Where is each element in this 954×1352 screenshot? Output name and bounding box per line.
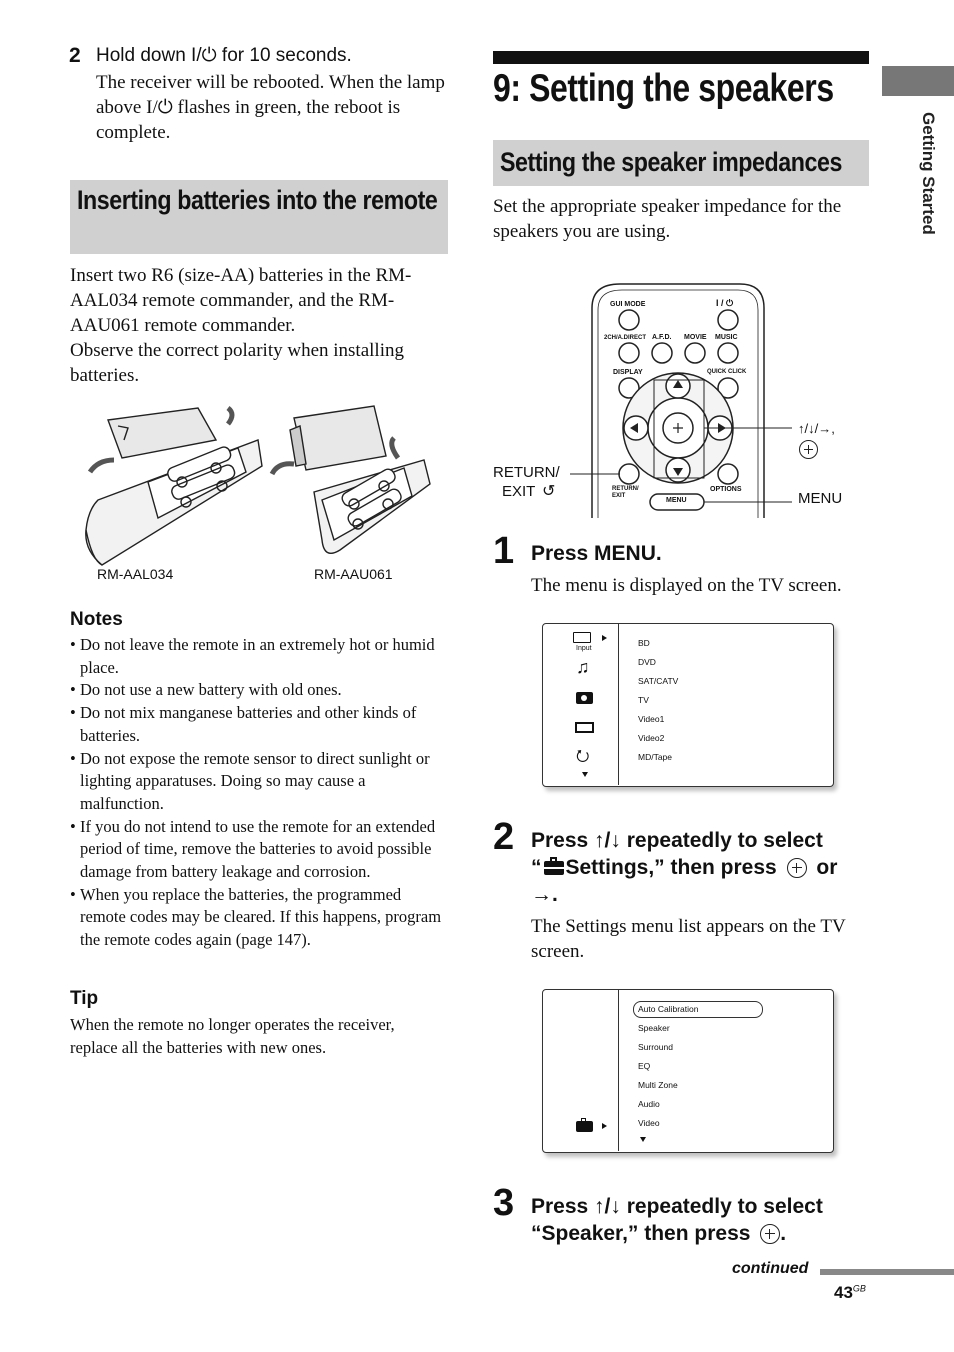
polarity-paragraph: Observe the correct polarity when installing batteries. — [70, 340, 404, 386]
chapter-rule — [493, 51, 869, 64]
menu-item[interactable]: Speaker — [638, 1023, 670, 1033]
selected-arrow-icon — [602, 635, 607, 641]
continued-label: continued — [732, 1260, 809, 1277]
button-label-quick-click: QUICK CLICK — [707, 369, 747, 375]
step-title: Hold down I/⏻ for 10 seconds. — [96, 45, 352, 66]
step-title-line2 — [531, 1220, 876, 1247]
button-label-menu: MENU — [666, 497, 687, 504]
toolbox-icon — [544, 861, 564, 875]
menu-icon-column — [543, 990, 619, 1151]
scroll-down-icon — [582, 772, 588, 777]
side-tab-bar — [882, 66, 954, 96]
button-label-display: DISPLAY — [613, 369, 643, 376]
menu-list — [638, 1000, 698, 1133]
step-number: 1 — [493, 530, 515, 572]
step-title-line3: →. — [531, 883, 558, 906]
callout-return-line1: RETURN/ — [493, 464, 560, 481]
step-title-line2 — [531, 854, 876, 881]
step-title — [531, 827, 876, 908]
step-body: The receiver will be rebooted. When the lamp above I/⏻ flashes in green, the reboot is complete. — [96, 72, 445, 143]
note-item: • When you replace the batteries, the programmed remote codes may be cleared. If this happens, program the remote codes again (page 147). — [70, 884, 450, 952]
button-label-options: OPTIONS — [710, 486, 742, 493]
step-number: 3 — [493, 1182, 515, 1224]
battery-insertion-illustration — [78, 400, 440, 570]
film-icon — [575, 722, 594, 733]
note-item: • If you do not intend to use the remote for an extended period of time, remove the batteries to avoid possible damage from battery leakage and corrosion. — [70, 816, 450, 884]
section-heading-box — [493, 140, 869, 186]
enter-icon — [760, 1224, 780, 1244]
menu-list — [638, 634, 678, 767]
remote-figure — [490, 278, 870, 522]
note-item: • Do not use a new battery with old ones. — [70, 679, 450, 702]
step-title: Press MENU. — [531, 542, 662, 565]
menu-item[interactable]: EQ — [638, 1061, 651, 1071]
menu-item[interactable]: Audio — [638, 1099, 660, 1109]
button-label-afd: A.F.D. — [652, 334, 672, 341]
menu-item[interactable]: DVD — [638, 657, 656, 667]
step-number: 2 — [69, 44, 81, 67]
input-label: Input — [576, 645, 592, 652]
menu-icon-column — [543, 624, 619, 785]
menu-item[interactable]: Video — [638, 1118, 660, 1128]
intro-paragraph: Set the appropriate speaker impedance for the speakers you are using. — [493, 196, 842, 242]
step-title-period: . — [780, 1222, 787, 1245]
step-title-line1: Press ↑/↓ repeatedly to select — [531, 829, 823, 852]
menu-item-selected[interactable]: Auto Calibration — [638, 1004, 699, 1014]
notes-list — [70, 634, 450, 952]
music-icon: ♫ — [576, 657, 590, 677]
tip-title: Tip — [70, 988, 99, 1009]
callout-return-line2: EXIT — [502, 483, 536, 500]
toolbox-icon — [576, 1121, 593, 1132]
callout-menu: MENU — [798, 490, 843, 507]
enter-icon — [799, 440, 818, 460]
figure-label-rm-aau061: RM-AAU061 — [314, 566, 393, 582]
note-item: • Do not expose the remote sensor to direct sunlight or lighting apparatuses. Doing so may cause a malfunction. — [70, 748, 450, 816]
open-quote: “ — [531, 856, 542, 879]
callout-arrows: ↑/↓/→, — [798, 421, 835, 436]
menu-item[interactable]: BD — [638, 638, 650, 648]
button-label-2ch: 2CH/A.DIRECT — [604, 335, 647, 341]
button-label-gui-mode: GUI MODE — [610, 301, 646, 308]
button-label-return-exit: RETURN/ EXIT — [612, 486, 639, 499]
menu-item[interactable]: Video2 — [638, 733, 665, 743]
chapter-title: 9: Setting the speakers — [493, 67, 834, 110]
button-label-music: MUSIC — [715, 334, 738, 341]
note-item: • Do not leave the remote in an extremely hot or humid place. — [70, 634, 450, 679]
menu-item[interactable]: Surround — [638, 1042, 673, 1052]
step-title-speaker: “Speaker,” then press — [531, 1222, 751, 1245]
menu-item[interactable]: Multi Zone — [638, 1080, 678, 1090]
notes-title: Notes — [70, 609, 123, 630]
step-body: The Settings menu list appears on the TV screen. — [531, 916, 846, 962]
page-number — [834, 1283, 866, 1303]
button-label-power: I / ⏻ — [716, 298, 734, 308]
tip-text: When the remote no longer operates the receiver, replace all the batteries with new ones. — [70, 1015, 395, 1057]
selected-arrow-icon — [602, 1123, 607, 1129]
section-heading-box — [70, 180, 448, 254]
tv-menu-screen — [542, 623, 834, 787]
menu-item[interactable]: SAT/CATV — [638, 676, 679, 686]
note-item: • Do not mix manganese batteries and other kinds of batteries. — [70, 702, 450, 747]
menu-item[interactable]: TV — [638, 695, 649, 705]
enter-icon — [787, 858, 807, 878]
page-number-value: 43 — [834, 1283, 853, 1302]
page-suffix: GB — [852, 1283, 866, 1294]
tv-settings-screen — [542, 989, 834, 1153]
scroll-down-icon — [640, 1137, 646, 1142]
section-heading: Setting the speaker impedances — [500, 147, 842, 177]
menu-item[interactable]: Video1 — [638, 714, 665, 724]
step-title — [531, 1193, 876, 1247]
step-number: 2 — [493, 816, 515, 858]
input-icon — [573, 632, 591, 643]
step-title-or: or — [816, 856, 838, 879]
menu-item[interactable]: MD/Tape — [638, 752, 673, 762]
return-icon: ↺ — [542, 483, 556, 500]
figure-label-rm-aal034: RM-AAL034 — [97, 566, 174, 582]
step-title-line1: Press ↑/↓ repeatedly to select — [531, 1195, 823, 1218]
step-title-settings: Settings,” then press — [565, 856, 777, 879]
continued-bar — [820, 1269, 954, 1275]
section-heading: Inserting batteries into the remote — [77, 185, 438, 215]
batteries-paragraph: Insert two R6 (size-AA) batteries in the RM-AAL034 remote commander, and the RM-AAU061 remote commander. — [70, 265, 412, 336]
step-body: The menu is displayed on the TV screen. — [531, 575, 842, 596]
side-tab-label: Getting Started — [919, 112, 938, 235]
camera-icon — [576, 692, 593, 704]
button-label-movie: MOVIE — [684, 334, 707, 341]
settings-icon: ⭮ — [576, 748, 590, 765]
